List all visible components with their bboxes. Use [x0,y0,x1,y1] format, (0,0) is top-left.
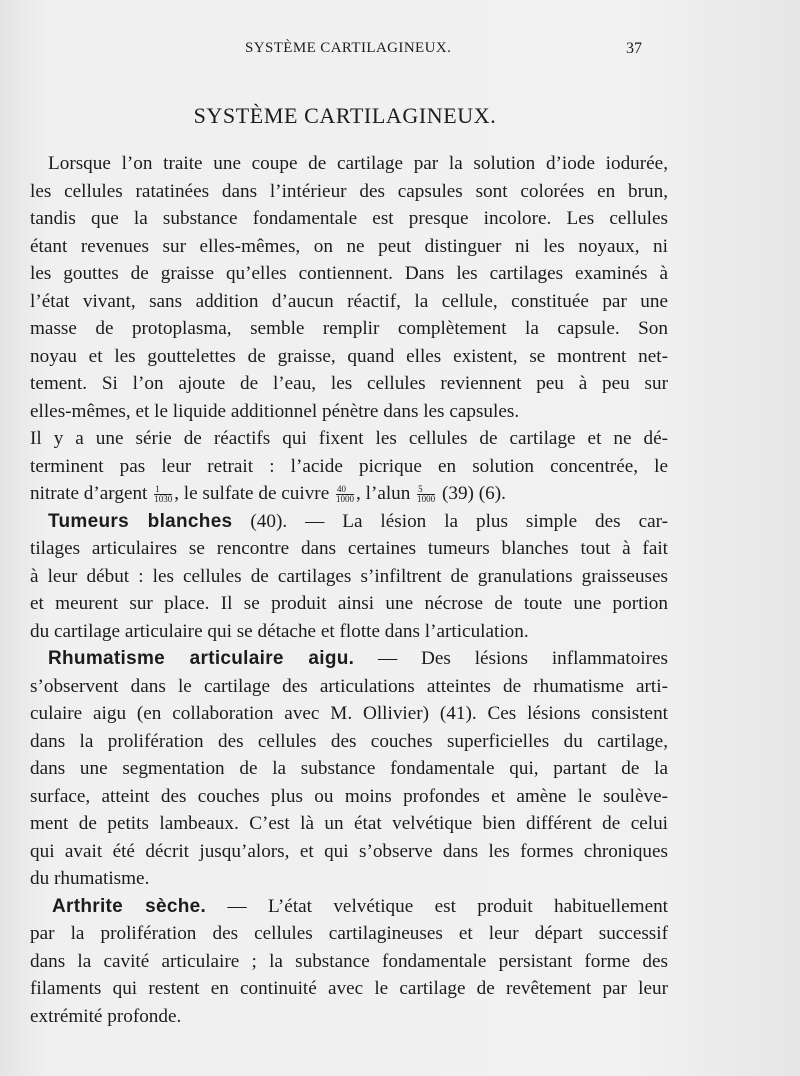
text-run: nitrate d’argent [30,483,148,504]
text-run: — L’état velvétique est produit habituellement [227,895,669,917]
text-line: extrémité profonde. [30,1005,182,1027]
text-line: noyau et les gouttelettes de graisse, quand elles existent, se montrent net- [30,345,668,367]
text-line: dans la cavité articulaire ; la substance fondamentale persistant forme des [30,950,668,972]
text-run: , l’alun [356,483,411,504]
text-run: (39) (6). [441,483,506,504]
text-line: l’état vivant, sans addition d’aucun réactif, la cellule, constituée par une [30,290,668,312]
text-line: du rhumatisme. [30,868,150,889]
section-title: SYSTÈME CARTILAGINEUX. [193,103,497,128]
fraction-alum: $\frac{5}{1000}$ [417,484,436,505]
paragraph-tumeurs-blanches [30,508,668,646]
text-line: ment de petits lambeaux. C’est là un état velvétique bien différent de celui [30,813,668,834]
text-line: tilages articulaires se rencontre dans certaines tumeurs blanches tout à fait [30,538,668,559]
text-line: à leur début : les cellules de cartilages s’infiltrent de granulations graisseuses [30,565,668,587]
running-head [0,40,800,62]
text-line: Il y a une série de réactifs qui fixent les cellules de cartilage et ne dé- [30,428,668,449]
text-line: filaments qui restent en continuité avec le cartilage de revêtement par leur [30,978,668,999]
run-in-heading: Arthrite sèche. [52,895,207,917]
text-line [30,893,668,921]
paragraph-arthrite-seche [30,893,668,1031]
text-line: du cartilage articulaire qui se détache et flotte dans l’articulation. [30,620,529,642]
text-line [30,508,668,536]
paragraph-rhumatisme [30,645,668,893]
text-line: dans la prolifération des cellules des couches superficielles du cartilage, [30,730,668,752]
text-line: terminent pas leur retrait : l’acide picrique en solution concentrée, le [30,455,668,477]
text-line: étant revenues sur elles-mêmes, on ne peut distinguer ni les noyaux, ni [30,235,668,257]
text-run: , le sulfate de cuivre [174,483,330,504]
run-in-heading: Rhumatisme articulaire aigu. [48,648,355,669]
text-line: masse de protoplasma, semble remplir complètement la capsule. Son [30,318,668,339]
text-run: (40). — La lésion la plus simple des car- [250,510,668,532]
text-line [30,645,668,673]
text-line: dans une segmentation de la substance fondamentale qui, partant de la [30,758,668,779]
text-run: — Des lésions inflammatoires [378,648,669,669]
text-line: s’observent dans le cartilage des articulations atteintes de rhumatisme arti- [30,675,668,697]
text-line: qui avait été décrit jusqu’alors, et qui s’observe dans les formes chroniques [30,840,668,862]
text-line: et meurent sur place. Il se produit ainsi une nécrose de toute une portion [30,593,668,614]
text-line-with-fractions [30,480,668,508]
text-line: elles-mêmes, et le liquide additionnel pénètre dans les capsules. [30,400,520,422]
run-in-heading: Tumeurs blanches [48,510,233,532]
body-text [30,150,668,1030]
text-line: les gouttes de graisse qu’elles contiennent. Dans les cartilages examinés à [30,263,668,284]
text-line: tandis que la substance fondamentale est presque incolore. Les cellules [30,208,668,229]
paragraph-reagents [30,425,668,508]
paragraph-iodine-solution [30,150,668,425]
fraction-copper-sulfate: $\frac{40}{1000}$ [336,484,355,505]
text-line: surface, atteint des couches plus ou moins profondes et amène le soulève- [30,785,668,807]
text-line: tement. Si l’on ajoute de l’eau, les cellules reviennent peu à peu sur [30,373,668,394]
text-line: par la prolifération des cellules cartilagineuses et leur départ successif [30,923,668,944]
page-number: 37 [626,40,642,57]
text-line: les cellules ratatinées dans l’intérieur des capsules sont colorées en brun, [30,180,668,202]
fraction-silver-nitrate: $\frac{1}{1030}$ [154,484,173,505]
text-line: culaire aigu (en collaboration avec M. Ollivier) (41). Ces lésions consistent [30,703,668,724]
running-title: SYSTÈME CARTILAGINEUX. [245,40,452,56]
text-line: Lorsque l’on traite une coupe de cartilage par la solution d’iode iodurée, [48,153,668,174]
